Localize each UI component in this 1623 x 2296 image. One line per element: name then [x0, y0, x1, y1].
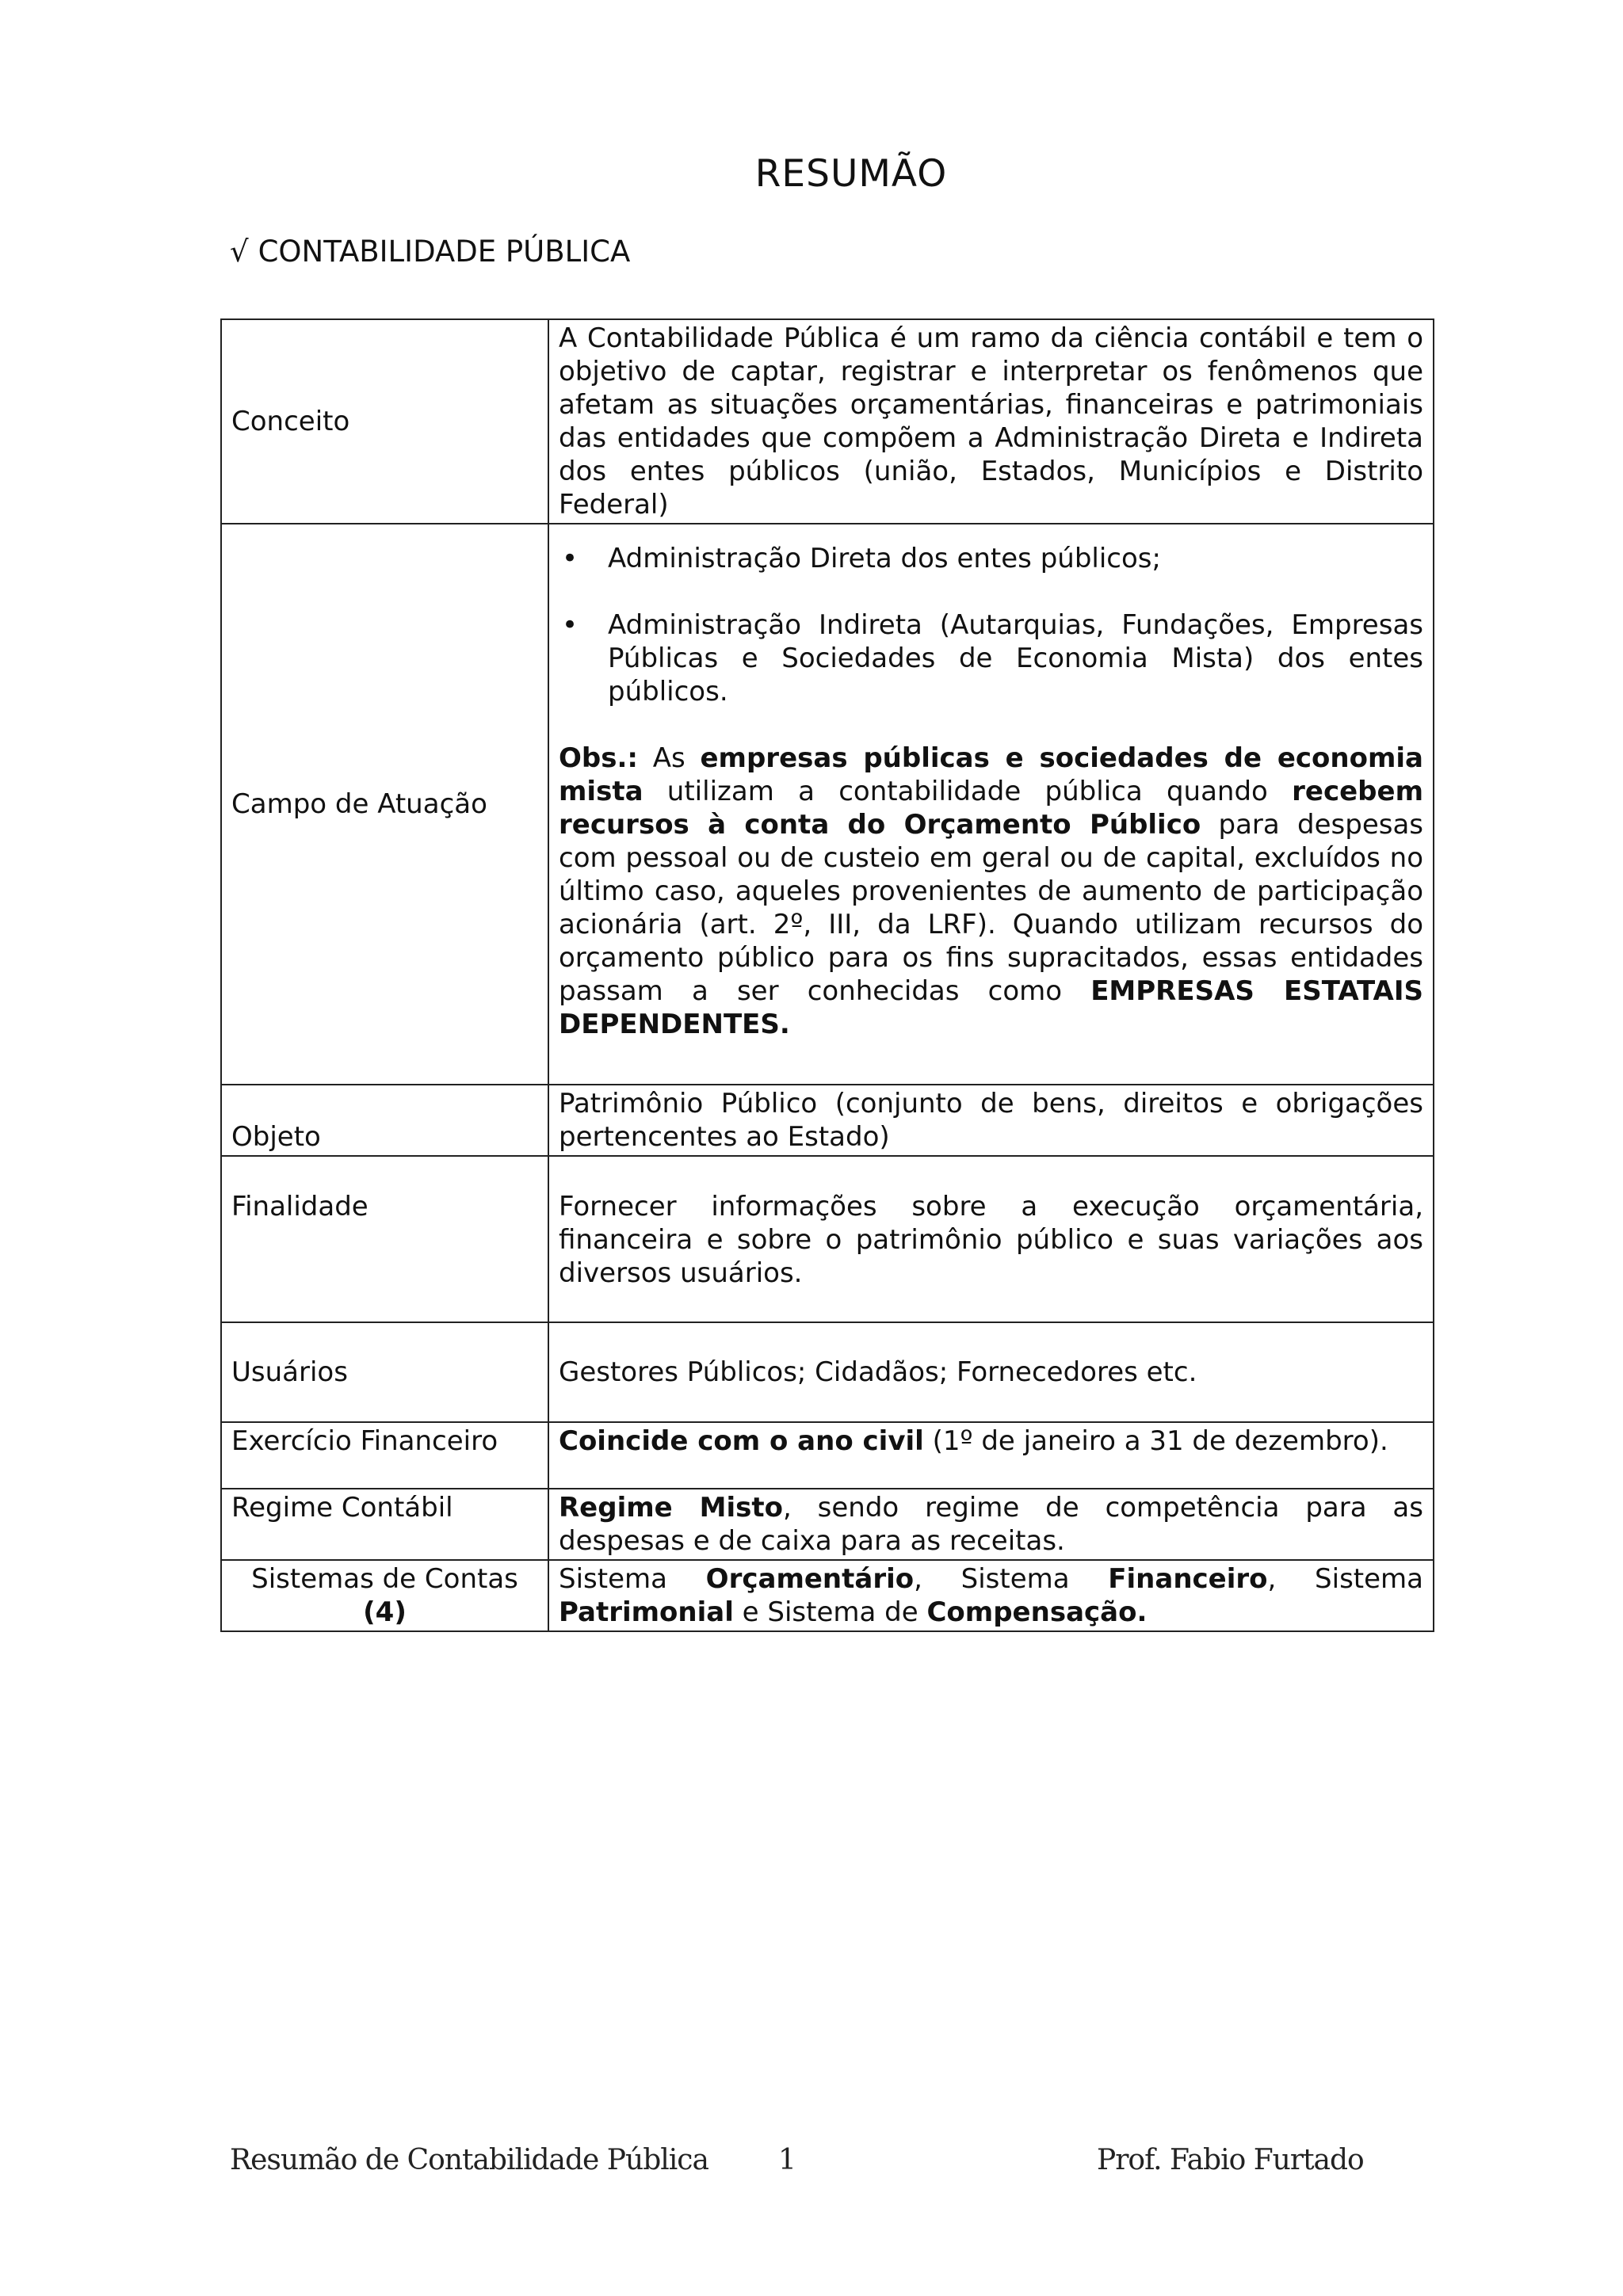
row-label-regime: Regime Contábil	[221, 1489, 548, 1560]
row-label-usuarios: Usuários	[221, 1322, 548, 1422]
check-icon: √	[230, 235, 249, 269]
row-label-objeto: Objeto	[221, 1085, 548, 1156]
table-row-finalidade	[221, 1156, 1434, 1322]
row-content-regime: Regime Misto, sendo regime de competência para as despesas e de caixa para as receitas.	[548, 1489, 1434, 1560]
table-row-conceito	[221, 319, 1434, 524]
row-label-conceito: Conceito	[221, 319, 548, 524]
table-row-exercicio	[221, 1422, 1434, 1489]
table-row-sistemas	[221, 1560, 1434, 1631]
section-heading-text: CONTABILIDADE PÚBLICA	[258, 235, 631, 269]
row-content-exercicio: Coincide com o ano civil (1º de janeiro a 31 de dezembro).	[548, 1422, 1434, 1489]
bullet-list	[559, 542, 1423, 708]
row-label-campo: Campo de Atuação	[221, 524, 548, 1085]
table-row-objeto	[221, 1085, 1434, 1156]
row-label-exercicio: Exercício Financeiro	[221, 1422, 548, 1489]
obs-label: Obs.:	[559, 742, 638, 774]
row-content-objeto: Patrimônio Público (conjunto de bens, direitos e obrigações pertencentes ao Estado)	[548, 1085, 1434, 1156]
list-item: • Administração Indireta (Autarquias, Fundações, Empresas Públicas e Sociedades de Economia Mista) dos entes públicos.	[559, 608, 1423, 708]
obs-paragraph: Obs.: As empresas públicas e sociedades de economia mista utilizam a contabilidade pública quando recebem recursos à conta do Orçamento Público para despesas com pessoal ou de custeio em geral ou de capital, excluídos no último caso, aqueles provenientes de aumento de participação acionária (art. 2º, III, da LRF). Quando utilizam recursos do orçamento público para os fins supracitados, essas entidades passam a ser conhecidas como EMPRESAS ESTATAIS DEPENDENTES.	[559, 742, 1423, 1040]
row-content-usuarios: Gestores Públicos; Cidadãos; Fornecedores etc.	[548, 1322, 1434, 1422]
count-label: (4)	[363, 1596, 407, 1628]
row-content-sistemas: Sistema Orçamentário, Sistema Financeiro, Sistema Patrimonial e Sistema de Compensação.	[548, 1560, 1434, 1631]
row-label-sistemas: Sistemas de Contas (4)	[221, 1560, 548, 1631]
row-content-conceito: A Contabilidade Pública é um ramo da ciência contábil e tem o objetivo de captar, registrar e interpretar os fenômenos que afetam as situações orçamentárias, financeiras e patrimoniais das entidades que compõem a Administração Direta e Indireta dos entes públicos (união, Estados, Municípios e Distrito Federal)	[548, 319, 1434, 524]
summary-table	[220, 318, 1434, 1632]
table-row-regime	[221, 1489, 1434, 1560]
page-title: RESUMÃO	[754, 152, 948, 196]
footer-left: Resumão de Contabilidade Pública	[230, 2144, 708, 2176]
row-label-finalidade: Finalidade	[221, 1156, 548, 1322]
row-content-finalidade: Fornecer informações sobre a execução orçamentária, financeira e sobre o patrimônio público e suas variações aos diversos usuários.	[548, 1156, 1434, 1322]
footer-page-number: 1	[778, 2144, 796, 2176]
footer-right: Prof. Fabio Furtado	[1097, 2144, 1364, 2176]
list-item: • Administração Direta dos entes públicos;	[559, 542, 1423, 575]
row-content-campo	[548, 524, 1434, 1085]
table-row-campo	[221, 524, 1434, 1085]
table-row-usuarios	[221, 1322, 1434, 1422]
section-heading	[230, 235, 630, 269]
